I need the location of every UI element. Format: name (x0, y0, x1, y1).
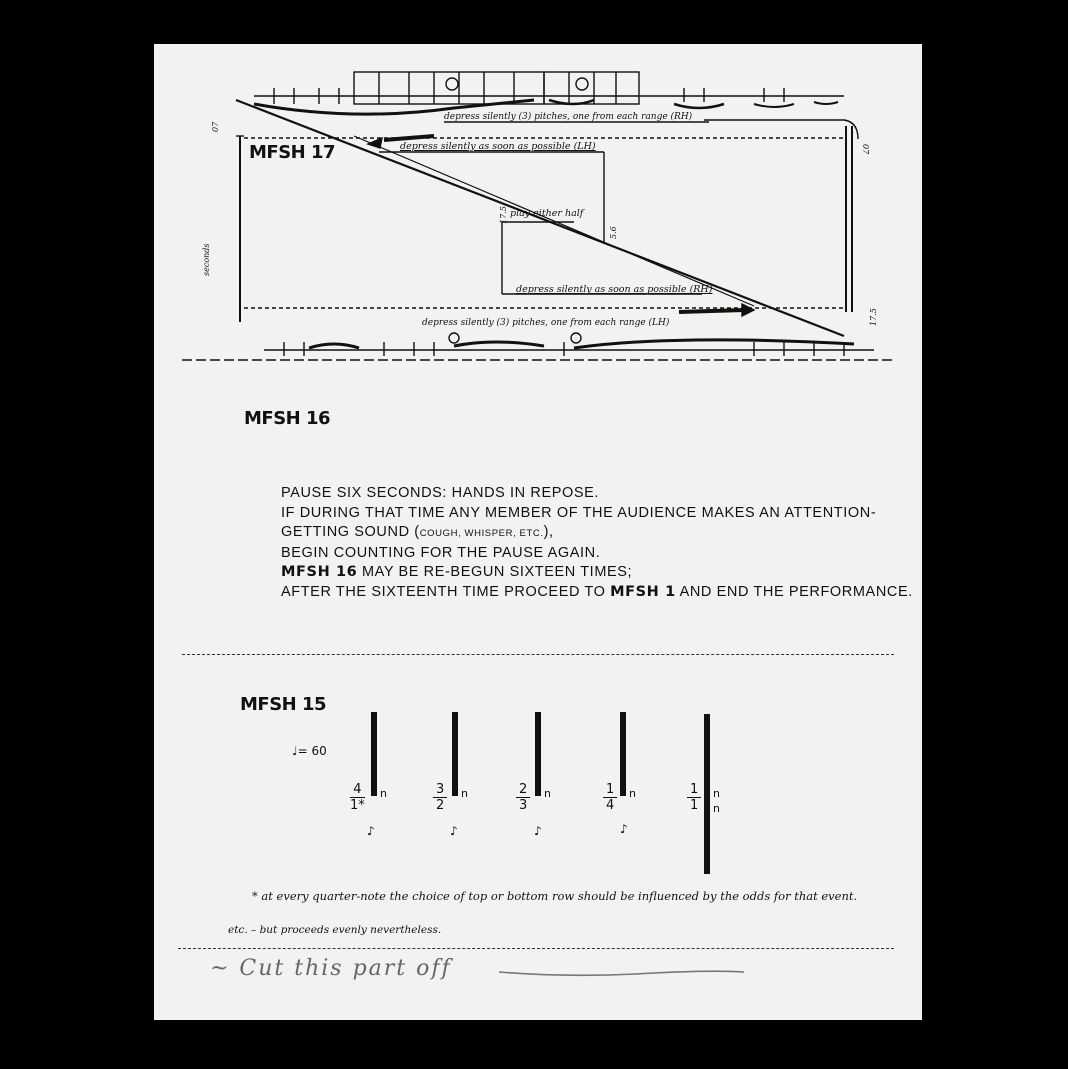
mfsh15-footnote: * at every quarter-note the choice of top or bottom row should be influenced by the odds for that event. (252, 889, 858, 903)
mfsh16-line-6: AFTER THE SIXTEENTH TIME PROCEED TO MFSH 1 AND END THE PERFORMANCE. (281, 583, 913, 600)
mfsh16-line-4: BEGIN COUNTING FOR THE PAUSE AGAIN. (281, 544, 601, 561)
mfsh17-title: MFSH 17 (249, 142, 336, 163)
mfsh16-line-3: GETTING SOUND (COUGH, WHISPER, ETC.), (281, 524, 554, 540)
mfsh15-n-label-3: n (544, 787, 551, 800)
mfsh17-left-number: 07 (211, 121, 220, 132)
mfsh17-play-either-half: play either half (510, 208, 584, 219)
mfsh15-fraction-1: $\frac{4}{1*}$ (350, 782, 365, 813)
mfsh17-right-number: 07 (861, 144, 870, 155)
mfsh15-note-2: ♪ (450, 824, 458, 838)
mfsh16-line-5: MFSH 16 MAY BE RE-BEGUN SIXTEEN TIMES; (281, 564, 633, 580)
cut-line (154, 44, 922, 1020)
mfsh17-right-bottom-number: 17.5 (869, 308, 878, 326)
mfsh17-mid-left-number: 17.5 (499, 206, 508, 224)
mfsh15-n-label-1: n (380, 787, 387, 800)
mfsh17-seconds-label: seconds (202, 243, 211, 276)
mfsh15-fraction-4: $\frac{1}{4}$ (603, 782, 617, 813)
score-page (154, 44, 922, 1020)
mfsh17-bottom-depress-note: depress silently (3) pitches, one from each range (LH) (422, 318, 670, 328)
mfsh15-n-label-5: n (713, 787, 720, 800)
mfsh16-line-2: IF DURING THAT TIME ANY MEMBER OF THE AUDIENCE MAKES AN ATTENTION- (281, 504, 877, 521)
mfsh17-top-depress-note: depress silently (3) pitches, one from each range (RH) (444, 112, 693, 122)
mfsh16-title: MFSH 16 (244, 408, 331, 429)
mfsh17-depress-rh-note: depress silently as soon as possible (RH) (516, 284, 713, 295)
mfsh15-n-label-4: n (629, 787, 636, 800)
mfsh17-mid-right-number: 5.6 (609, 226, 618, 239)
mfsh15-fraction-2: $\frac{3}{2}$ (433, 782, 447, 813)
mfsh15-title: MFSH 15 (240, 694, 327, 715)
mfsh15-n-label-6: n (713, 802, 720, 815)
mfsh15-fraction-3: $\frac{2}{3}$ (516, 782, 530, 813)
mfsh15-note-3: ♪ (534, 824, 542, 838)
mfsh15-n-label-2: n (461, 787, 468, 800)
mfsh15-note-1: ♪ (367, 824, 375, 838)
mfsh15-etc-note: etc. – but proceeds evenly nevertheless. (228, 924, 442, 936)
mfsh15-note-4: ♪ (620, 822, 628, 836)
mfsh16-line-1: PAUSE SIX SECONDS: HANDS IN REPOSE. (281, 485, 600, 501)
mfsh17-depress-lh-note: depress silently as soon as possible (LH) (400, 141, 596, 152)
cut-instruction: ~ Cut this part off (210, 956, 452, 981)
mfsh15-tempo: ♩= 60 (292, 744, 327, 758)
mfsh15-fraction-5: $\frac{1}{1}$ (687, 782, 701, 813)
